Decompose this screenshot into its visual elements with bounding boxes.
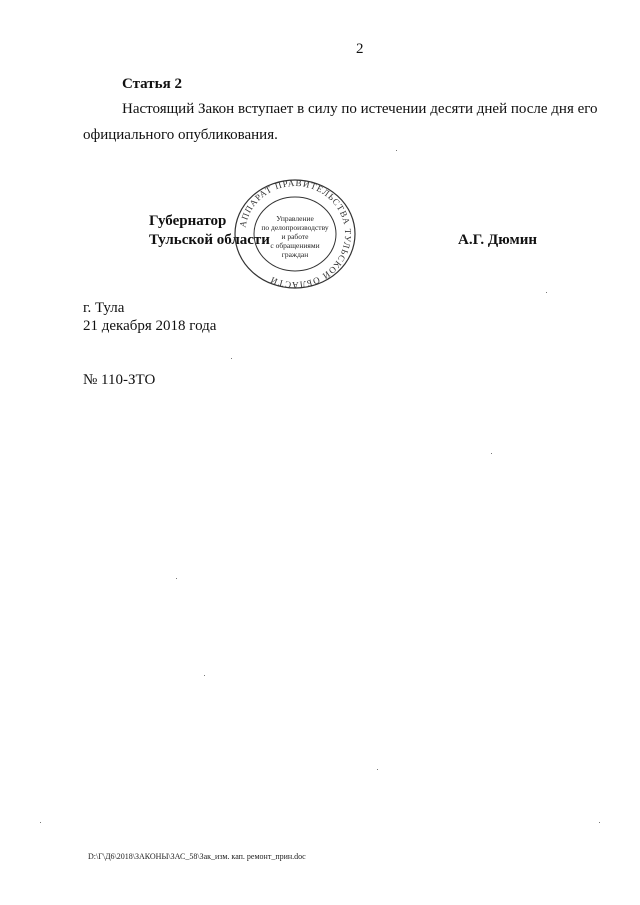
page-number: 2 [356,41,364,57]
stamp-outer-text: АППАРАТ ПРАВИТЕЛЬСТВА ТУЛЬСКОЙ ОБЛАСТИ [237,178,354,290]
scan-speck [231,358,232,359]
scan-speck [599,822,600,823]
signature-title-line2: Тульской области [149,232,270,248]
signature-title-line1: Губернатор [149,213,227,229]
stamp-inner-line: по делопроизводству [261,223,329,232]
article-heading: Статья 2 [122,76,182,92]
scan-speck [546,292,547,293]
stamp-inner-line: с обращениями [270,241,320,250]
signing-date: 21 декабря 2018 года [83,318,217,334]
scan-speck [204,675,205,676]
scan-speck [396,150,397,151]
signature-name: А.Г. Дюмин [458,232,538,248]
stamp-inner-line: Управление [276,214,314,223]
official-stamp [229,178,361,290]
scan-speck [491,453,492,454]
law-number: № 110-ЗТО [83,372,156,388]
stamp-inner-line: граждан [281,250,309,259]
scan-speck [377,769,378,770]
stamp-inner-line: и работе [281,232,309,241]
file-path: D:\Г\Д6\2018\ЗАКОНЫ\ЗАС_58\Зак_изм. кап. ремонт_прин.doc [88,852,306,861]
article-paragraph-line1: Настоящий Закон вступает в силу по истечении десяти дней после дня его [122,101,598,117]
scan-speck [40,822,41,823]
place-of-signing: г. Тула [83,300,125,316]
article-paragraph-line2: официального опубликования. [83,127,278,143]
scan-speck [176,578,177,579]
